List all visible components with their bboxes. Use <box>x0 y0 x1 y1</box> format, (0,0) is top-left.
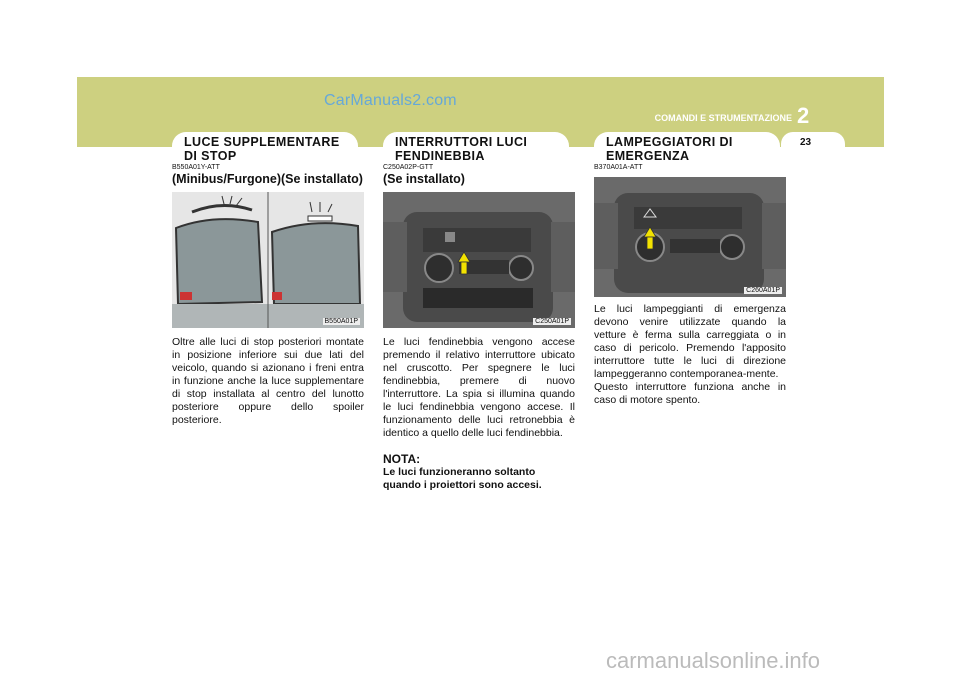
dashboard-illustration <box>383 192 575 328</box>
watermark-top[interactable]: CarManuals2.com <box>324 92 457 109</box>
section-fog-lights <box>383 132 575 492</box>
section-body: Le luci fendinebbia vengono accese premendo il relativo interruttore ubicato nel cruscotto. Per spegnere le luci fendinebbia, premere di nuovo l'interruttore. La spia si illumina quando le luci fendinebbia vengono accese. Il funzionamento delle luci retronebbia è identico a quello delle luci fendinebbia. <box>383 336 575 439</box>
section-body: Oltre alle luci di stop posteriori montate in posizione inferiore sui due lati del veicolo, quando si azionano i freni entra in funzione anche la luce supplementare di stop installata al centro del lunotto posteriore oppure dello spoiler posteriore. <box>172 336 364 426</box>
section-subhead: (Se installato) <box>383 172 465 186</box>
section-code: C250A02P-GTT <box>383 164 434 171</box>
page-number-tab <box>781 132 845 154</box>
dashboard-photo <box>594 177 786 313</box>
section-tab <box>172 132 358 162</box>
section-code: B550A01Y-ATT <box>172 164 220 171</box>
dashboard-illustration <box>594 177 786 297</box>
image-code: B550A01P <box>324 318 358 325</box>
section-tab <box>594 132 780 162</box>
rear-window-illustration <box>172 192 364 328</box>
note-text: Le luci funzioneranno soltanto quando i proiettori sono accesi. <box>383 466 542 491</box>
image-code: C250A01P <box>535 318 569 325</box>
dashboard-photo <box>383 192 575 328</box>
section-body: Le luci lampeggianti di emergenza devono venire utilizzate quando la vetture è ferma sulla carreggiata o in caso di pericolo. Premendo l'apposito interruttore tutte le luci di direzione lampeggeranno contemporanea-mente. Questo interruttore funziona anche in caso di motore spento. <box>594 303 786 406</box>
section-hazard-lights <box>594 132 786 407</box>
section-title: INTERRUTTORI LUCI FENDINEBBIA <box>395 135 528 163</box>
section-subhead: (Minibus/Furgone)(Se installato) <box>172 172 363 186</box>
image-code: C260A01P <box>746 287 780 294</box>
watermark-bottom[interactable]: carmanualsonline.info <box>606 648 821 673</box>
section-title: LUCE SUPPLEMENTARE DI STOP <box>184 135 340 163</box>
section-title: LAMPEGGIATORI DI EMERGENZA <box>606 135 733 163</box>
rear-window-photo <box>172 192 364 328</box>
section-stop-light <box>172 132 364 427</box>
chapter-number: 2 <box>797 103 810 128</box>
chapter-title: COMANDI E STRUMENTAZIONE <box>654 113 792 123</box>
page-number: 23 <box>800 137 812 148</box>
section-code: B370A01A-ATT <box>594 164 643 171</box>
note-heading: NOTA: <box>383 452 421 466</box>
section-tab <box>383 132 569 162</box>
